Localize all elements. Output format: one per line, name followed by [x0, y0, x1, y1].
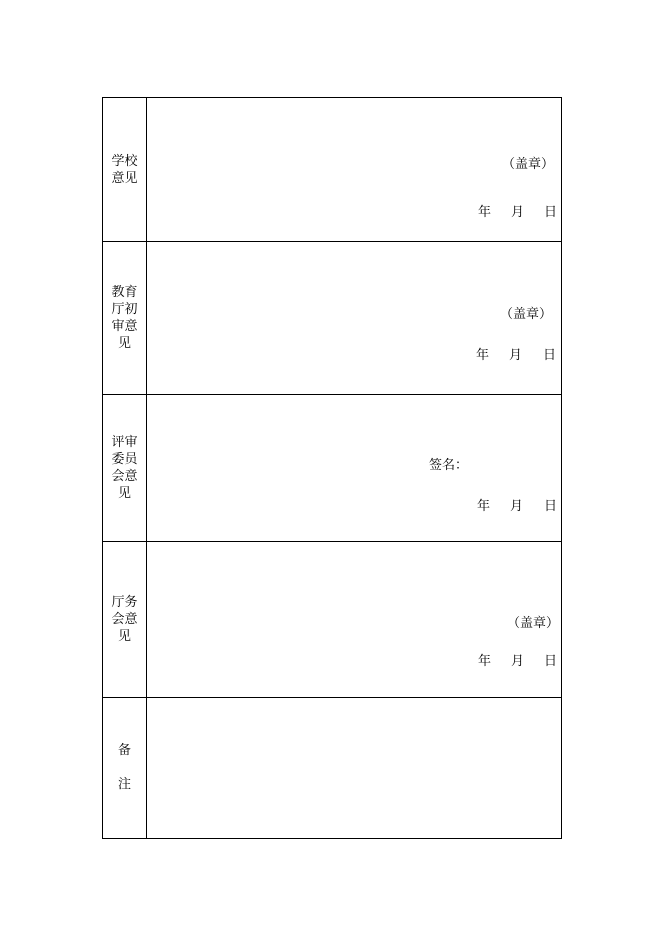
opinion-field-department-meeting[interactable]: [147, 542, 561, 697]
row-label-remarks-line1: 备: [117, 743, 131, 758]
date-year-label: 年: [478, 654, 492, 669]
date-year-label: 年: [476, 348, 490, 363]
stamp-label: （盖章）: [502, 157, 555, 172]
row-label-education-dept-review: 教育厅初审意见: [111, 285, 138, 351]
date-month-label: 月: [511, 205, 525, 220]
label-cell: [103, 98, 147, 241]
row-label-school-opinion: 学校意见: [111, 153, 138, 186]
date-day-label: 日: [544, 205, 558, 220]
opinion-field-education-dept[interactable]: [147, 242, 561, 394]
date-month-label: 月: [509, 348, 523, 363]
row-department-meeting: [103, 542, 561, 698]
opinion-field-review-committee[interactable]: [147, 395, 561, 541]
date-month-label: 月: [511, 654, 525, 669]
label-cell: [103, 395, 147, 541]
row-review-committee: [103, 395, 561, 542]
row-label-remarks: [110, 734, 140, 802]
label-cell: [103, 242, 147, 394]
remarks-field[interactable]: [147, 698, 561, 838]
signature-label: 签名：: [429, 458, 469, 473]
date-day-label: 日: [544, 654, 558, 669]
approval-form-table: [102, 97, 562, 839]
stamp-label: （盖章）: [500, 307, 553, 322]
date-day-label: 日: [543, 348, 557, 363]
date-year-label: 年: [477, 499, 491, 514]
row-education-dept-review: [103, 242, 561, 395]
label-cell: [103, 542, 147, 697]
date-day-label: 日: [544, 499, 558, 514]
row-school-opinion: [103, 98, 561, 242]
row-label-department-meeting: 厅务会意见: [111, 595, 138, 644]
row-remarks: [103, 698, 561, 838]
date-year-label: 年: [478, 205, 492, 220]
row-label-remarks-line2: 注: [117, 777, 131, 792]
label-cell: [103, 698, 147, 838]
date-month-label: 月: [510, 499, 524, 514]
row-label-review-committee: 评审委员会意见: [111, 435, 138, 501]
opinion-field-school[interactable]: [147, 98, 561, 241]
stamp-label: （盖章）: [507, 616, 560, 631]
